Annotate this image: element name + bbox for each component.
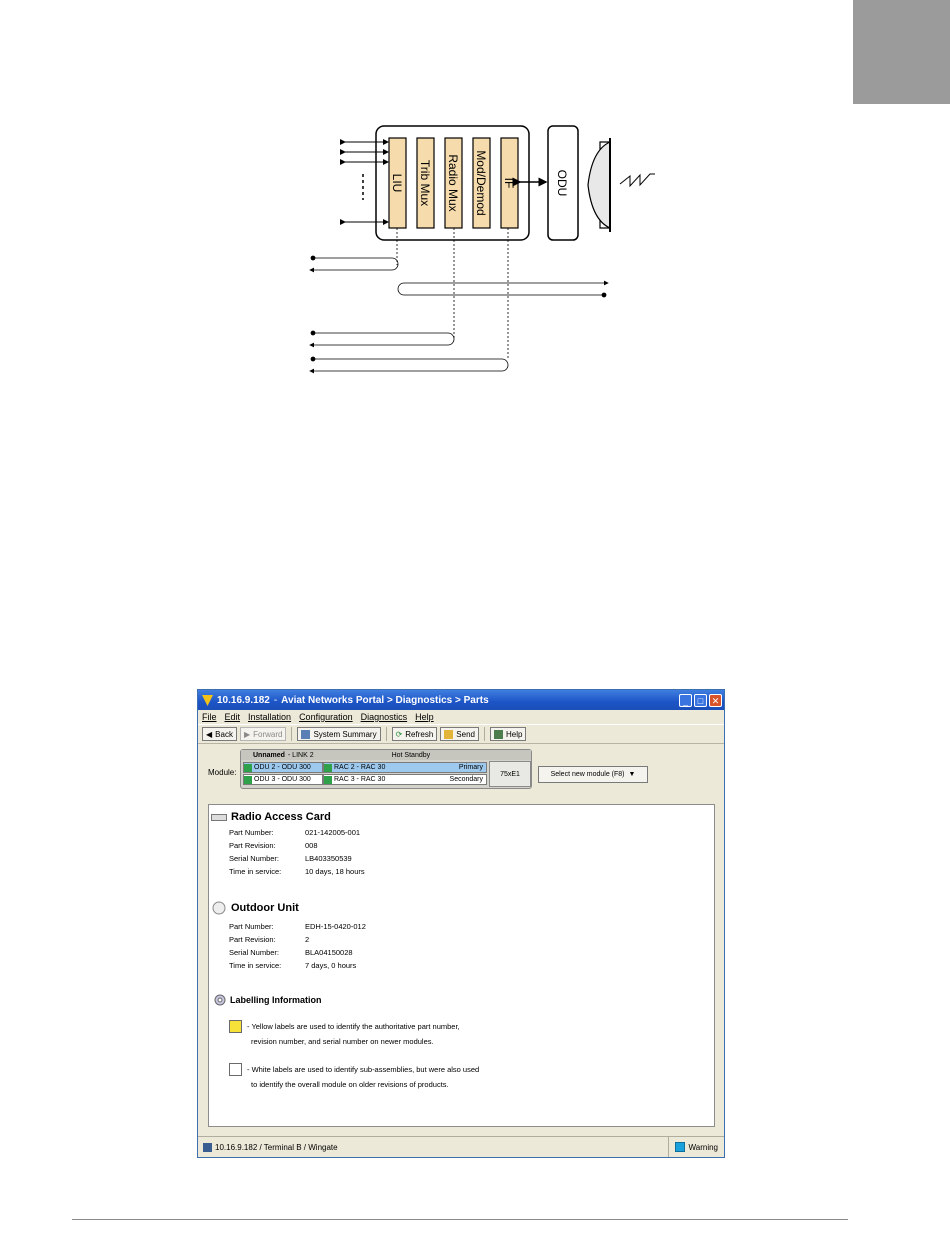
block-label: Radio Mux <box>446 154 460 212</box>
module-name: Unnamed <box>253 751 285 759</box>
menu-edit[interactable]: Edit <box>224 712 241 722</box>
rac-status-icon <box>324 776 332 784</box>
module-row-primary[interactable]: ODU 2 - ODU 300 RAC 2 - RAC 30 Primary <box>243 762 487 773</box>
dropdown-arrow-icon: ▼ <box>628 771 636 778</box>
block-label: LIU <box>390 173 404 193</box>
back-button[interactable]: ◀ Back <box>202 727 237 741</box>
rac-status-icon <box>324 764 332 772</box>
odu-unit-icon <box>211 901 227 915</box>
help-button[interactable]: Help <box>490 727 526 741</box>
minimize-button[interactable]: _ <box>679 694 692 707</box>
toolbar <box>198 724 724 744</box>
maximize-button[interactable]: □ <box>694 694 707 707</box>
odu-label: ODU <box>555 169 569 197</box>
status-connection: 10.16.9.182 / Terminal B / Wingate <box>215 1142 338 1152</box>
page-corner-tab <box>853 0 950 104</box>
loopback-radio-mux <box>310 331 454 345</box>
block-label: Trib Mux <box>418 159 432 207</box>
menu-file[interactable]: File <box>202 712 217 722</box>
white-label-swatch <box>229 1063 242 1076</box>
refresh-icon: ⟳ <box>395 729 403 739</box>
app-window <box>197 689 725 1158</box>
rac-section-title: Radio Access Card <box>211 811 331 823</box>
loopback-if <box>310 357 508 371</box>
close-button[interactable]: ✕ <box>709 694 722 707</box>
warning-indicator[interactable]: Warning <box>668 1137 725 1157</box>
system-summary-button[interactable]: System Summary <box>297 727 380 741</box>
odu-section-title: Outdoor Unit <box>211 901 299 915</box>
white-label-text-2: to identify the overall module on older revisions of products. <box>251 1080 449 1089</box>
back-arrow-icon: ◀ <box>206 729 213 739</box>
help-icon <box>494 730 503 739</box>
loopback-line <box>398 283 608 297</box>
loopback-block-diagram <box>300 120 700 385</box>
title-bar[interactable] <box>198 690 724 710</box>
title-path: Aviat Networks Portal > Diagnostics > Parts <box>281 694 489 706</box>
parts-content-panel: Radio Access Card Part Number: 021-142005-001 Part Revision: 008 Serial Number: LB403350539 Time in service: 10 days, 18 hours Outdoor Unit Part Number: EDH-15-0420-012 Part Revision: 2 Serial Number: BLA04150028 Time in service: 7 days, 0 hours Labelling Information - Yellow labels are used to identify the authoritative part number, revision number, and serial number on newer modules. - White labels are used to identify sub-assemblies, but were also used to identify the overall module on older revisions of products. <box>208 804 715 1127</box>
toolbar-separator <box>484 727 485 741</box>
title-separator: - <box>273 694 278 706</box>
yellow-label-text-2: revision number, and serial number on newer modules. <box>251 1037 434 1046</box>
menu-help[interactable]: Help <box>415 712 434 722</box>
trib-capacity: 75xE1 <box>489 761 531 787</box>
summary-icon <box>301 730 310 739</box>
aviat-logo-icon <box>202 695 213 706</box>
send-button[interactable]: Send <box>440 727 479 741</box>
connection-icon <box>203 1143 212 1152</box>
info-disc-icon <box>214 994 226 1006</box>
toolbar-separator <box>386 727 387 741</box>
block-label: Mod/Demod <box>474 150 488 216</box>
warning-icon <box>675 1142 685 1152</box>
module-row-secondary[interactable]: ODU 3 - ODU 300 RAC 3 - RAC 30 Secondary <box>243 774 487 785</box>
module-link: - LINK 2 <box>287 751 314 759</box>
module-selector-row <box>198 744 724 791</box>
yellow-label-swatch <box>229 1020 242 1033</box>
rac-card-icon <box>211 814 227 821</box>
menu-diagnostics[interactable]: Diagnostics <box>360 712 408 722</box>
odu-status-icon <box>244 764 252 772</box>
forward-button[interactable]: ▶ Forward <box>240 727 287 741</box>
radio-wave-icon <box>620 174 655 186</box>
page-footer-rule <box>72 1219 848 1220</box>
yellow-label-text-1: - Yellow labels are used to identify the authoritative part number, <box>247 1022 460 1031</box>
forward-arrow-icon: ▶ <box>243 729 251 739</box>
odu-status-icon <box>244 776 252 784</box>
module-box[interactable] <box>240 749 532 789</box>
select-new-module-dropdown[interactable]: Select new module (F8) ▼ <box>538 766 648 783</box>
block-label: IF <box>502 177 516 189</box>
menu-bar <box>198 710 724 724</box>
toolbar-separator <box>291 727 292 741</box>
refresh-button[interactable]: ⟳ Refresh <box>392 727 438 741</box>
module-label: Module: <box>208 768 237 777</box>
protection-mode: Hot Standby <box>391 751 431 759</box>
white-label-text-1: - White labels are used to identify sub-assemblies, but were also used <box>247 1065 480 1074</box>
menu-configuration[interactable]: Configuration <box>299 712 353 722</box>
menu-installation[interactable]: Installation <box>248 712 292 722</box>
antenna-icon <box>588 138 610 232</box>
send-icon <box>444 730 453 739</box>
labelling-section-title: Labelling Information <box>214 994 322 1006</box>
status-bar <box>198 1136 724 1157</box>
module-header <box>241 750 531 760</box>
loopback-liu <box>310 256 398 270</box>
title-ip: 10.16.9.182 <box>217 694 270 706</box>
